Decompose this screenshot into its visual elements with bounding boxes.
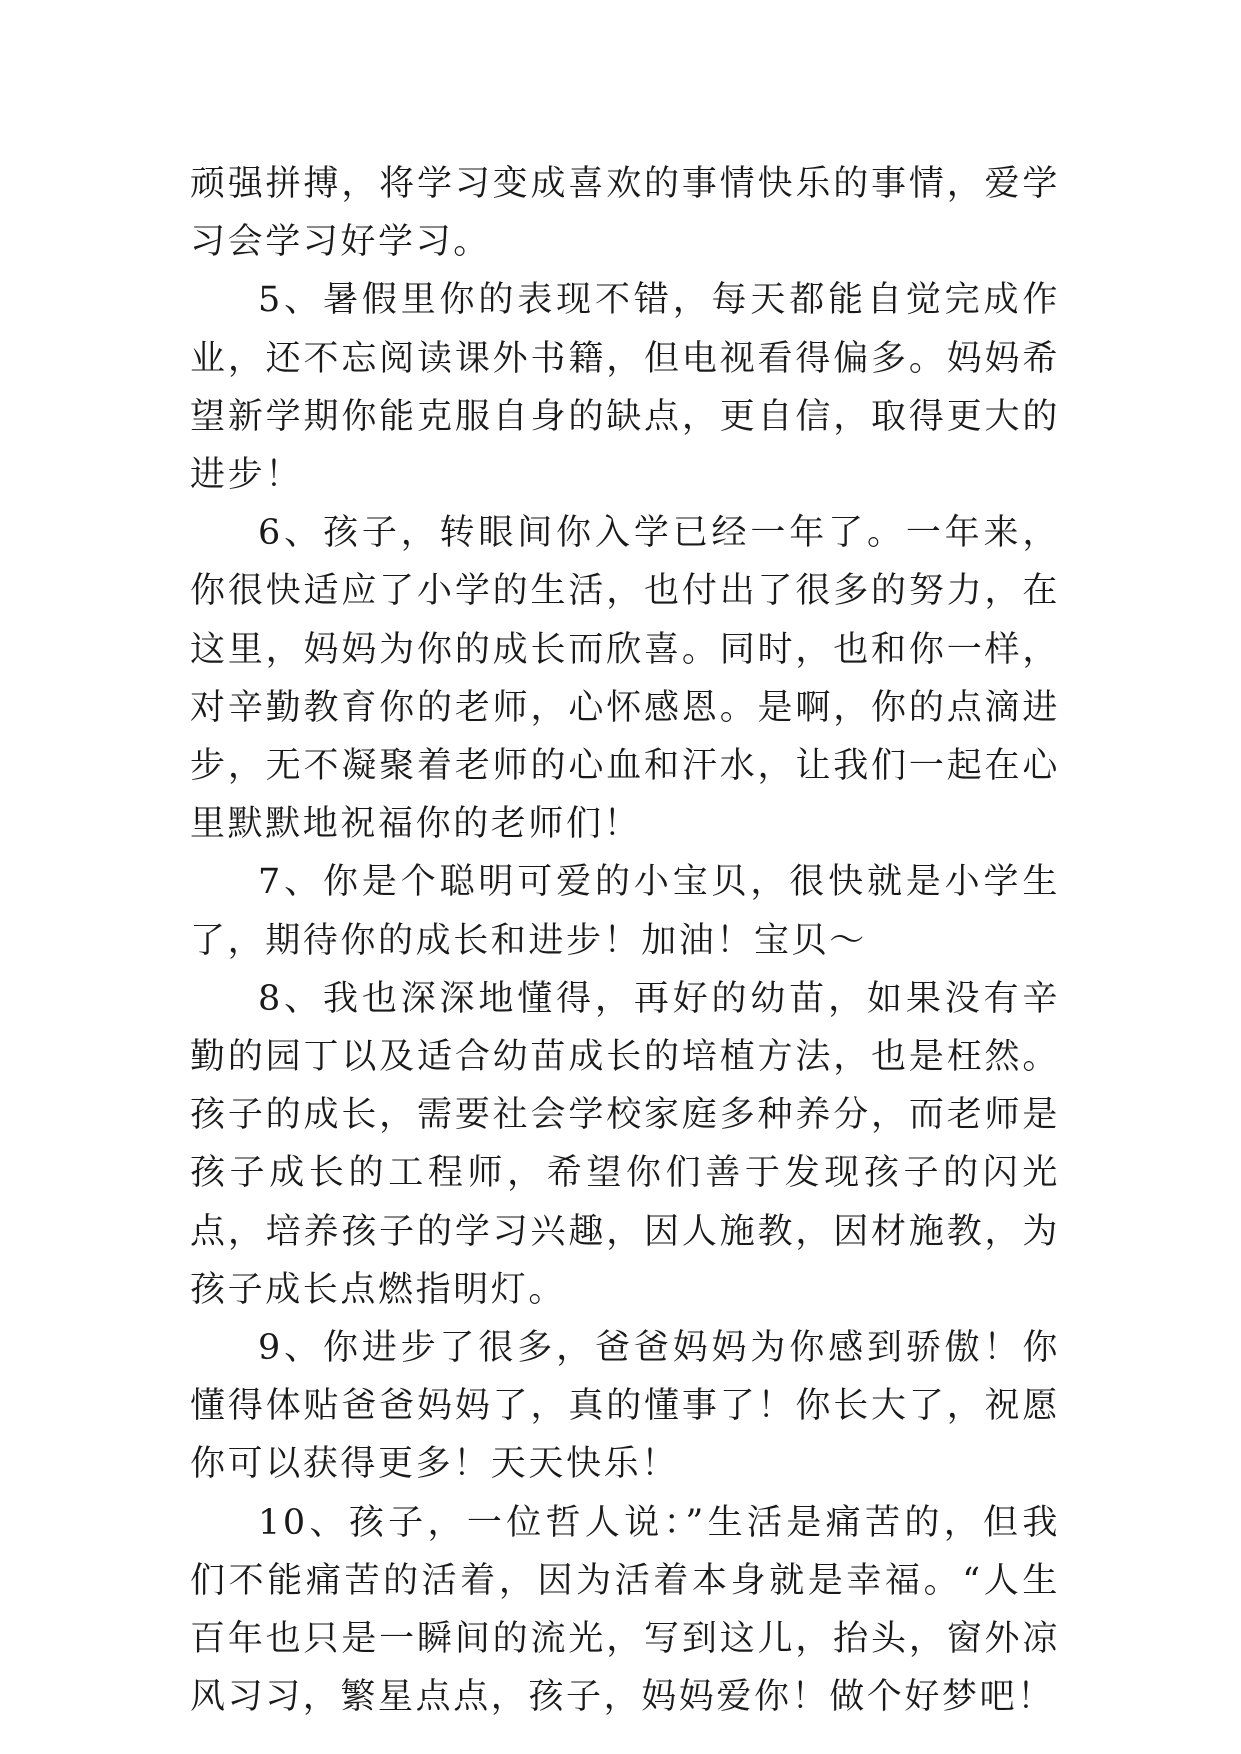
- paragraph-item-10: 10、孩子，一位哲人说：”生活是痛苦的，但我们不能痛苦的活着，因为活着本身就是幸福。“人生百年也只是一瞬间的流光，写到这儿，抬头，窗外凉风习习，繁星点点，孩子，妈妈爱你！做个好梦吧！: [190, 1502, 1060, 1718]
- paragraph-item-8: 8、我也深深地懂得，再好的幼苗，如果没有辛勤的园丁以及适合幼苗成长的培植方法，也是枉然。孩子的成长，需要社会学校家庭多种养分，而老师是孩子成长的工程师，希望你们善于发现孩子的闪光点，培养孩子的学习兴趣，因人施教，因材施教，为孩子成长点燃指明灯。: [190, 978, 1060, 1310]
- paragraph-item-6: 6、孩子，转眼间你入学已经一年了。一年来，你很快适应了小学的生活，也付出了很多的努力，在这里，妈妈为你的成长而欣喜。同时，也和你一样，对辛勤教育你的老师，心怀感恩。是啊，你的点滴进步，无不凝聚着老师的心血和汗水，让我们一起在心里默默地祝福你的老师们！: [190, 513, 1060, 845]
- document-body: [190, 155, 1060, 1726]
- paragraph-item-7: 7、你是个聪明可爱的小宝贝，很快就是小学生了，期待你的成长和进步！加油！宝贝～: [190, 862, 1060, 961]
- paragraph-item-5: 5、暑假里你的表现不错，每天都能自觉完成作业，还不忘阅读课外书籍，但电视看得偏多。妈妈希望新学期你能克服自身的缺点，更自信，取得更大的进步！: [190, 280, 1060, 496]
- paragraph-item-9: 9、你进步了很多，爸爸妈妈为你感到骄傲！你懂得体贴爸爸妈妈了，真的懂事了！你长大了，祝愿你可以获得更多！天天快乐！: [190, 1328, 1060, 1485]
- paragraph-continuation: 顽强拼搏，将学习变成喜欢的事情快乐的事情，爱学习会学习好学习。: [190, 164, 1060, 263]
